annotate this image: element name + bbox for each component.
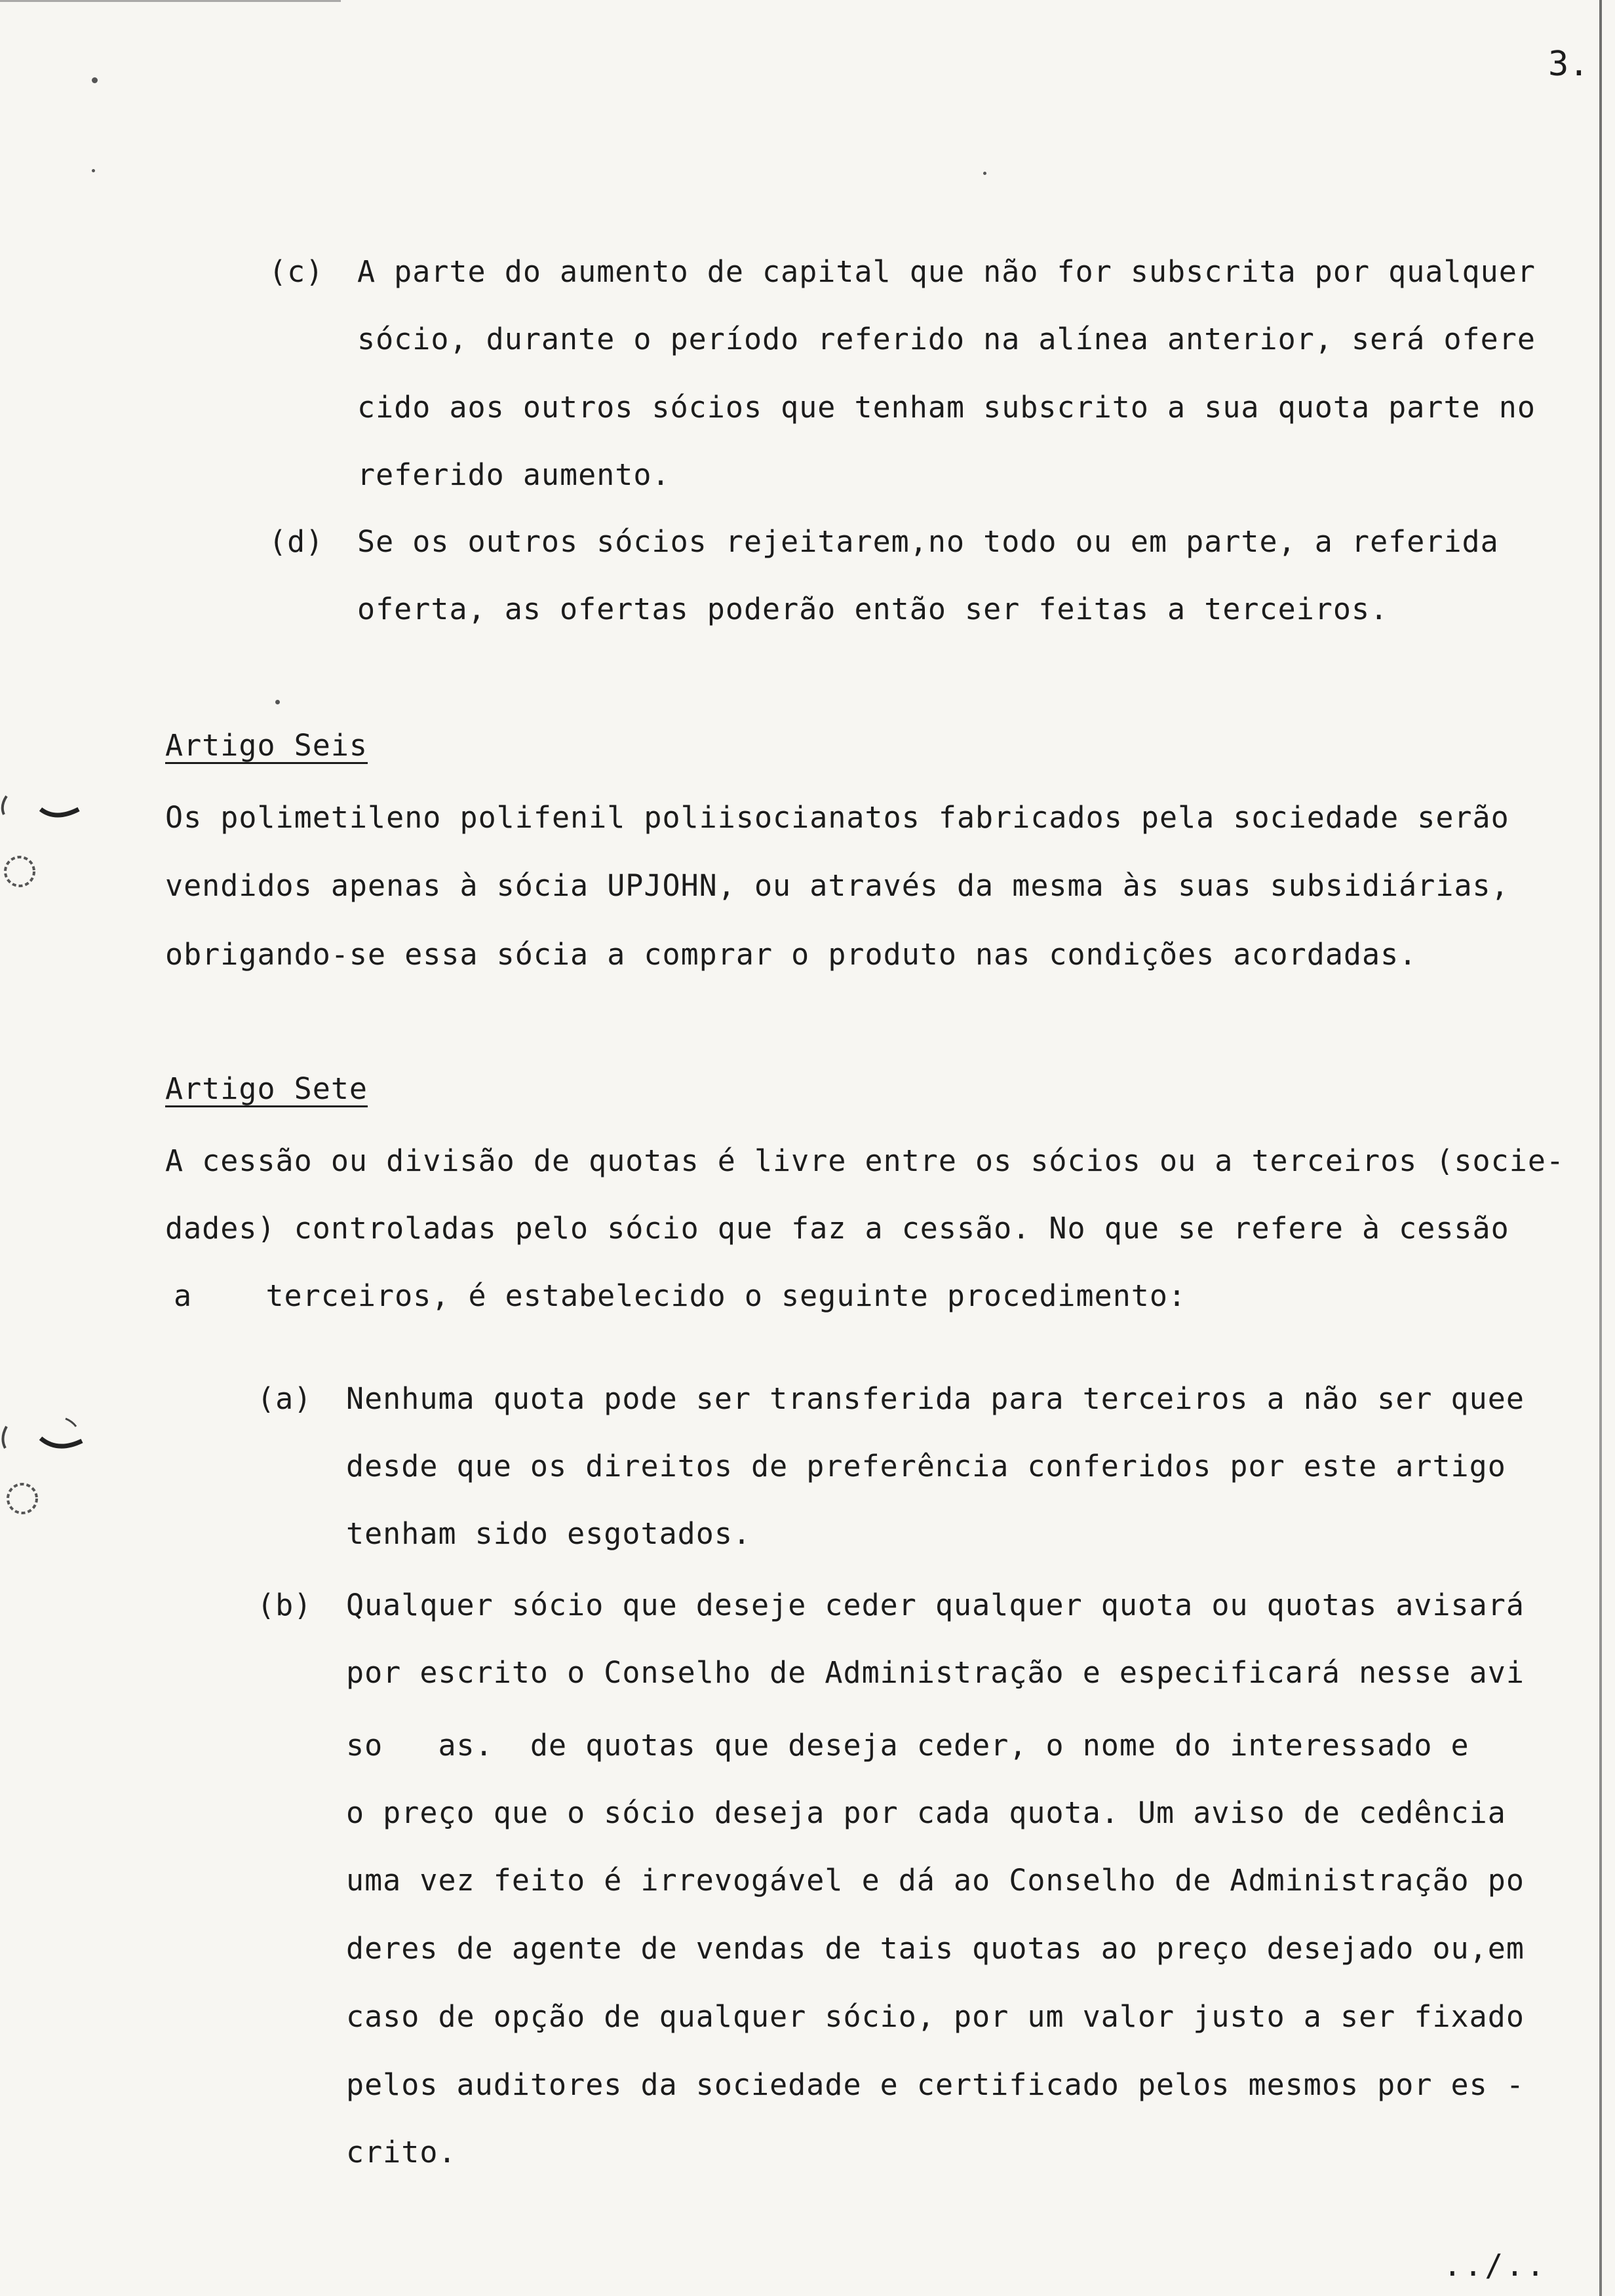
artigo-seis-line-3: obrigando-se essa sócia a comprar o produto nas condições acordadas. xyxy=(165,937,1418,972)
scan-top-edge xyxy=(0,0,341,2)
paragraph-c-line-1: A parte do aumento de capital que não for subscrita por qualquer xyxy=(357,254,1536,289)
item-b-line-4: o preço que o sócio deseja por cada quota. Um aviso de cedência xyxy=(346,1795,1506,1830)
item-b-line-7: caso de opção de qualquer sócio, por um valor justo a ser fixado xyxy=(346,1999,1525,2034)
item-label-b: (b) xyxy=(257,1588,313,1622)
scan-speck xyxy=(92,77,98,83)
artigo-seis-line-1: Os polimetileno polifenil poliisocianatos fabricados pela sociedade serão xyxy=(165,800,1509,835)
item-a-line-3: tenham sido esgotados. xyxy=(346,1516,752,1551)
scan-speck xyxy=(275,700,280,704)
item-b-line-9: crito. xyxy=(346,2135,457,2170)
artigo-sete-line-2: dades) controladas pelo sócio que faz a cessão. No que se refere à cessão xyxy=(165,1211,1509,1246)
artigo-sete-line-3: a terceiros, é estabelecido o seguinte procedimento: xyxy=(174,1278,1187,1313)
paragraph-c-line-3: cido aos outros sócios que tenham subscrito a sua quota parte no xyxy=(357,390,1536,425)
paragraph-d-line-1: Se os outros sócios rejeitarem,no todo ou em parte, a referida xyxy=(357,524,1499,559)
paragraph-c-line-4: referido aumento. xyxy=(357,457,671,492)
item-label-a: (a) xyxy=(257,1381,313,1416)
item-b-line-2: por escrito o Conselho de Administração e especificará nesse avi xyxy=(346,1655,1525,1690)
item-b-line-6: deres de agente de vendas de tais quotas ao preço desejado ou,em xyxy=(346,1931,1525,1966)
item-b-line-5: uma vez feito é irrevogável e dá ao Conselho de Administração po xyxy=(346,1863,1525,1898)
section-heading-artigo-seis: Artigo Seis xyxy=(165,728,368,763)
punch-hole-mark-icon xyxy=(0,790,92,894)
scan-speck xyxy=(92,169,95,172)
scan-right-edge xyxy=(1599,0,1602,2296)
item-b-line-1: Qualquer sócio que deseje ceder qualquer quota ou quotas avisará xyxy=(346,1588,1525,1622)
section-heading-artigo-sete: Artigo Sete xyxy=(165,1071,368,1106)
item-a-line-1: Nenhuma quota pode ser transferida para terceiros a não ser quee xyxy=(346,1381,1525,1416)
continuation-marker: ../.. xyxy=(1443,2248,1547,2283)
item-b-line-3: so as. de quotas que deseja ceder, o nome do interessado e xyxy=(346,1728,1469,1763)
page-number: 3. xyxy=(1548,45,1589,84)
scan-speck xyxy=(983,172,986,175)
artigo-sete-line-1: A cessão ou divisão de quotas é livre entre os sócios ou a terceiros (socie- xyxy=(165,1143,1565,1178)
item-b-line-8: pelos auditores da sociedade e certificado pelos mesmos por es - xyxy=(346,2067,1525,2102)
item-a-line-2: desde que os direitos de preferência conferidos por este artigo xyxy=(346,1449,1506,1483)
paragraph-d-line-2: oferta, as ofertas poderão então ser feitas a terceiros. xyxy=(357,592,1389,626)
artigo-seis-line-2: vendidos apenas à sócia UPJOHN, ou através da mesma às suas subsidiárias, xyxy=(165,868,1509,903)
punch-hole-mark-icon xyxy=(0,1412,92,1523)
item-label-c: (c) xyxy=(269,254,324,289)
paragraph-c-line-2: sócio, durante o período referido na alínea anterior, será ofere xyxy=(357,322,1536,356)
item-label-d: (d) xyxy=(269,524,324,559)
